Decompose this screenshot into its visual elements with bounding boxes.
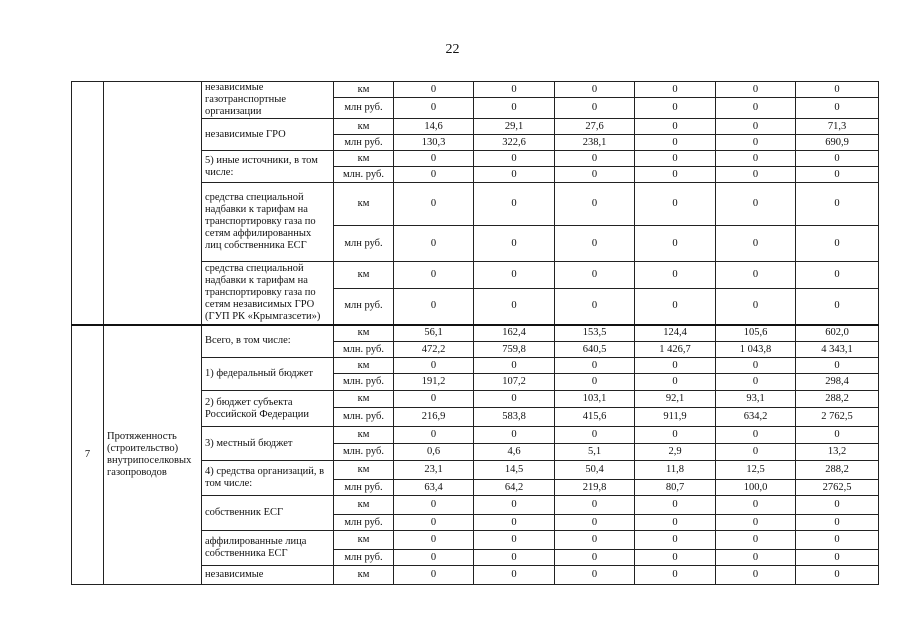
- value-cell: 1 043,8: [716, 342, 796, 358]
- value-cell: 27,6: [555, 119, 635, 135]
- source-label: 2) бюджет субъекта Российской Федерации: [202, 391, 334, 427]
- value-cell: 0: [474, 515, 555, 531]
- value-cell: 0: [474, 427, 555, 444]
- source-label: 3) местный бюджет: [202, 427, 334, 461]
- page-number: 22: [445, 42, 460, 57]
- value-cell: 0: [394, 167, 474, 183]
- value-cell: 415,6: [555, 408, 635, 427]
- value-cell: 0: [555, 98, 635, 119]
- value-cell: 0: [474, 151, 555, 167]
- gas-pipeline-table: [71, 81, 879, 585]
- value-cell: 0: [474, 358, 555, 374]
- value-cell: 640,5: [555, 342, 635, 358]
- value-cell: 0: [635, 566, 716, 585]
- value-cell: 5,1: [555, 444, 635, 461]
- row-index: 7: [72, 325, 104, 585]
- value-cell: 14,6: [394, 119, 474, 135]
- unit-cell: км: [334, 82, 394, 98]
- value-cell: 0: [796, 289, 879, 325]
- unit-cell: млн руб.: [334, 135, 394, 151]
- unit-cell: км: [334, 183, 394, 226]
- value-cell: 0: [394, 515, 474, 531]
- value-cell: 105,6: [716, 325, 796, 342]
- value-cell: 0: [394, 566, 474, 585]
- value-cell: 0: [716, 289, 796, 325]
- value-cell: 0: [394, 262, 474, 289]
- value-cell: 583,8: [474, 408, 555, 427]
- value-cell: 0: [474, 391, 555, 408]
- value-cell: 0: [555, 531, 635, 550]
- value-cell: 0: [635, 262, 716, 289]
- value-cell: 0: [635, 496, 716, 515]
- unit-cell: км: [334, 566, 394, 585]
- source-label: собственник ЕСГ: [202, 496, 334, 531]
- source-label: Всего, в том числе:: [202, 325, 334, 358]
- value-cell: 0: [635, 82, 716, 98]
- value-cell: 288,2: [796, 391, 879, 408]
- value-cell: 0: [555, 82, 635, 98]
- value-cell: 0: [474, 289, 555, 325]
- value-cell: 0: [635, 98, 716, 119]
- value-cell: 153,5: [555, 325, 635, 342]
- source-label: аффилированные лица собственника ЕСГ: [202, 531, 334, 566]
- value-cell: 0: [716, 183, 796, 226]
- unit-cell: км: [334, 461, 394, 480]
- value-cell: 0: [555, 515, 635, 531]
- source-label: 4) средства организаций, в том числе:: [202, 461, 334, 496]
- value-cell: 0: [716, 135, 796, 151]
- table-row: [72, 82, 879, 98]
- source-label: 5) иные источники, в том числе:: [202, 151, 334, 183]
- value-cell: 0: [716, 566, 796, 585]
- value-cell: 64,2: [474, 480, 555, 496]
- value-cell: 0: [555, 550, 635, 566]
- value-cell: 0: [716, 119, 796, 135]
- value-cell: 0: [394, 151, 474, 167]
- value-cell: 602,0: [796, 325, 879, 342]
- value-cell: 191,2: [394, 374, 474, 391]
- value-cell: 0: [796, 262, 879, 289]
- row-name: Протяженность (строительство) внутрипоселковых газопроводов: [104, 325, 202, 585]
- value-cell: 322,6: [474, 135, 555, 151]
- value-cell: 0: [716, 167, 796, 183]
- unit-cell: млн руб.: [334, 480, 394, 496]
- unit-cell: км: [334, 391, 394, 408]
- value-cell: 0: [716, 358, 796, 374]
- value-cell: 0: [394, 391, 474, 408]
- value-cell: 0: [474, 183, 555, 226]
- unit-cell: млн руб.: [334, 550, 394, 566]
- value-cell: 80,7: [635, 480, 716, 496]
- value-cell: 0: [635, 374, 716, 391]
- value-cell: 50,4: [555, 461, 635, 480]
- value-cell: 4,6: [474, 444, 555, 461]
- value-cell: 0: [474, 550, 555, 566]
- unit-cell: км: [334, 531, 394, 550]
- value-cell: 0: [394, 98, 474, 119]
- value-cell: 0: [716, 531, 796, 550]
- value-cell: 0: [716, 496, 796, 515]
- value-cell: 0: [796, 427, 879, 444]
- value-cell: 12,5: [716, 461, 796, 480]
- table-row: [72, 325, 879, 342]
- value-cell: 0: [474, 226, 555, 262]
- value-cell: 0: [796, 167, 879, 183]
- value-cell: 0: [555, 167, 635, 183]
- value-cell: 0: [796, 496, 879, 515]
- row-name-cell: [104, 82, 202, 325]
- value-cell: 162,4: [474, 325, 555, 342]
- source-label: независимые: [202, 566, 334, 585]
- value-cell: 0: [796, 98, 879, 119]
- value-cell: 0: [555, 427, 635, 444]
- value-cell: 0: [716, 374, 796, 391]
- value-cell: 0: [716, 151, 796, 167]
- value-cell: 0: [716, 444, 796, 461]
- value-cell: 0: [635, 167, 716, 183]
- value-cell: 11,8: [635, 461, 716, 480]
- unit-cell: км: [334, 262, 394, 289]
- value-cell: 0: [716, 98, 796, 119]
- unit-cell: млн руб.: [334, 289, 394, 325]
- value-cell: 0: [474, 82, 555, 98]
- unit-cell: км: [334, 325, 394, 342]
- value-cell: 0: [635, 531, 716, 550]
- value-cell: 0: [474, 262, 555, 289]
- value-cell: 71,3: [796, 119, 879, 135]
- unit-cell: млн. руб.: [334, 408, 394, 427]
- value-cell: 0: [635, 427, 716, 444]
- value-cell: 4 343,1: [796, 342, 879, 358]
- value-cell: 2762,5: [796, 480, 879, 496]
- value-cell: 0: [394, 358, 474, 374]
- unit-cell: км: [334, 151, 394, 167]
- value-cell: 0: [716, 427, 796, 444]
- value-cell: 1 426,7: [635, 342, 716, 358]
- value-cell: 0: [555, 262, 635, 289]
- value-cell: 0: [474, 167, 555, 183]
- value-cell: 0: [555, 226, 635, 262]
- source-label: средства специальной надбавки к тарифам на транспортировку газа по сетям аффилированных лиц собственника ЕСГ: [202, 183, 334, 262]
- unit-cell: км: [334, 119, 394, 135]
- value-cell: 0: [555, 151, 635, 167]
- value-cell: 0: [555, 496, 635, 515]
- value-cell: 103,1: [555, 391, 635, 408]
- value-cell: 0,6: [394, 444, 474, 461]
- value-cell: 0: [796, 566, 879, 585]
- value-cell: 0: [635, 151, 716, 167]
- value-cell: 0: [796, 82, 879, 98]
- unit-cell: млн. руб.: [334, 444, 394, 461]
- value-cell: 13,2: [796, 444, 879, 461]
- value-cell: 0: [555, 183, 635, 226]
- value-cell: 56,1: [394, 325, 474, 342]
- value-cell: 0: [635, 226, 716, 262]
- value-cell: 0: [635, 119, 716, 135]
- value-cell: 298,4: [796, 374, 879, 391]
- value-cell: 0: [474, 98, 555, 119]
- value-cell: 0: [555, 374, 635, 391]
- value-cell: 0: [394, 550, 474, 566]
- value-cell: 0: [394, 226, 474, 262]
- value-cell: 238,1: [555, 135, 635, 151]
- value-cell: 0: [555, 289, 635, 325]
- value-cell: 0: [716, 550, 796, 566]
- value-cell: 100,0: [716, 480, 796, 496]
- value-cell: 130,3: [394, 135, 474, 151]
- value-cell: 0: [716, 226, 796, 262]
- unit-cell: млн. руб.: [334, 167, 394, 183]
- value-cell: 0: [394, 289, 474, 325]
- source-label: независимые газотранспортные организации: [202, 82, 334, 119]
- value-cell: 0: [796, 151, 879, 167]
- unit-cell: млн. руб.: [334, 342, 394, 358]
- value-cell: 0: [796, 550, 879, 566]
- value-cell: 0: [635, 289, 716, 325]
- value-cell: 0: [635, 183, 716, 226]
- value-cell: 0: [635, 135, 716, 151]
- unit-cell: млн руб.: [334, 226, 394, 262]
- unit-cell: км: [334, 496, 394, 515]
- value-cell: 0: [394, 82, 474, 98]
- value-cell: 0: [635, 550, 716, 566]
- value-cell: 0: [555, 358, 635, 374]
- value-cell: 92,1: [635, 391, 716, 408]
- unit-cell: млн. руб.: [334, 374, 394, 391]
- value-cell: 124,4: [635, 325, 716, 342]
- value-cell: 0: [796, 358, 879, 374]
- value-cell: 0: [474, 531, 555, 550]
- value-cell: 29,1: [474, 119, 555, 135]
- unit-cell: млн руб.: [334, 98, 394, 119]
- value-cell: 2,9: [635, 444, 716, 461]
- value-cell: 0: [474, 496, 555, 515]
- value-cell: 0: [635, 358, 716, 374]
- value-cell: 93,1: [716, 391, 796, 408]
- value-cell: 0: [716, 262, 796, 289]
- value-cell: 0: [555, 566, 635, 585]
- value-cell: 0: [394, 427, 474, 444]
- unit-cell: млн руб.: [334, 515, 394, 531]
- value-cell: 219,8: [555, 480, 635, 496]
- value-cell: 759,8: [474, 342, 555, 358]
- value-cell: 0: [394, 531, 474, 550]
- source-label: средства специальной надбавки к тарифам на транспортировку газа по сетям независимых ГРО (ГУП РК «Крымгазсети»): [202, 262, 334, 325]
- row-index-cell: [72, 82, 104, 325]
- value-cell: 63,4: [394, 480, 474, 496]
- value-cell: 0: [796, 226, 879, 262]
- source-label: 1) федеральный бюджет: [202, 358, 334, 391]
- unit-cell: км: [334, 427, 394, 444]
- value-cell: 23,1: [394, 461, 474, 480]
- value-cell: 0: [796, 515, 879, 531]
- source-label: независимые ГРО: [202, 119, 334, 151]
- value-cell: 911,9: [635, 408, 716, 427]
- value-cell: 0: [716, 82, 796, 98]
- value-cell: 288,2: [796, 461, 879, 480]
- value-cell: 2 762,5: [796, 408, 879, 427]
- value-cell: 472,2: [394, 342, 474, 358]
- unit-cell: км: [334, 358, 394, 374]
- value-cell: 0: [796, 183, 879, 226]
- value-cell: 0: [394, 183, 474, 226]
- value-cell: 634,2: [716, 408, 796, 427]
- value-cell: 0: [394, 496, 474, 515]
- value-cell: 0: [474, 566, 555, 585]
- value-cell: 0: [635, 515, 716, 531]
- value-cell: 690,9: [796, 135, 879, 151]
- value-cell: 0: [716, 515, 796, 531]
- value-cell: 107,2: [474, 374, 555, 391]
- value-cell: 216,9: [394, 408, 474, 427]
- value-cell: 0: [796, 531, 879, 550]
- value-cell: 14,5: [474, 461, 555, 480]
